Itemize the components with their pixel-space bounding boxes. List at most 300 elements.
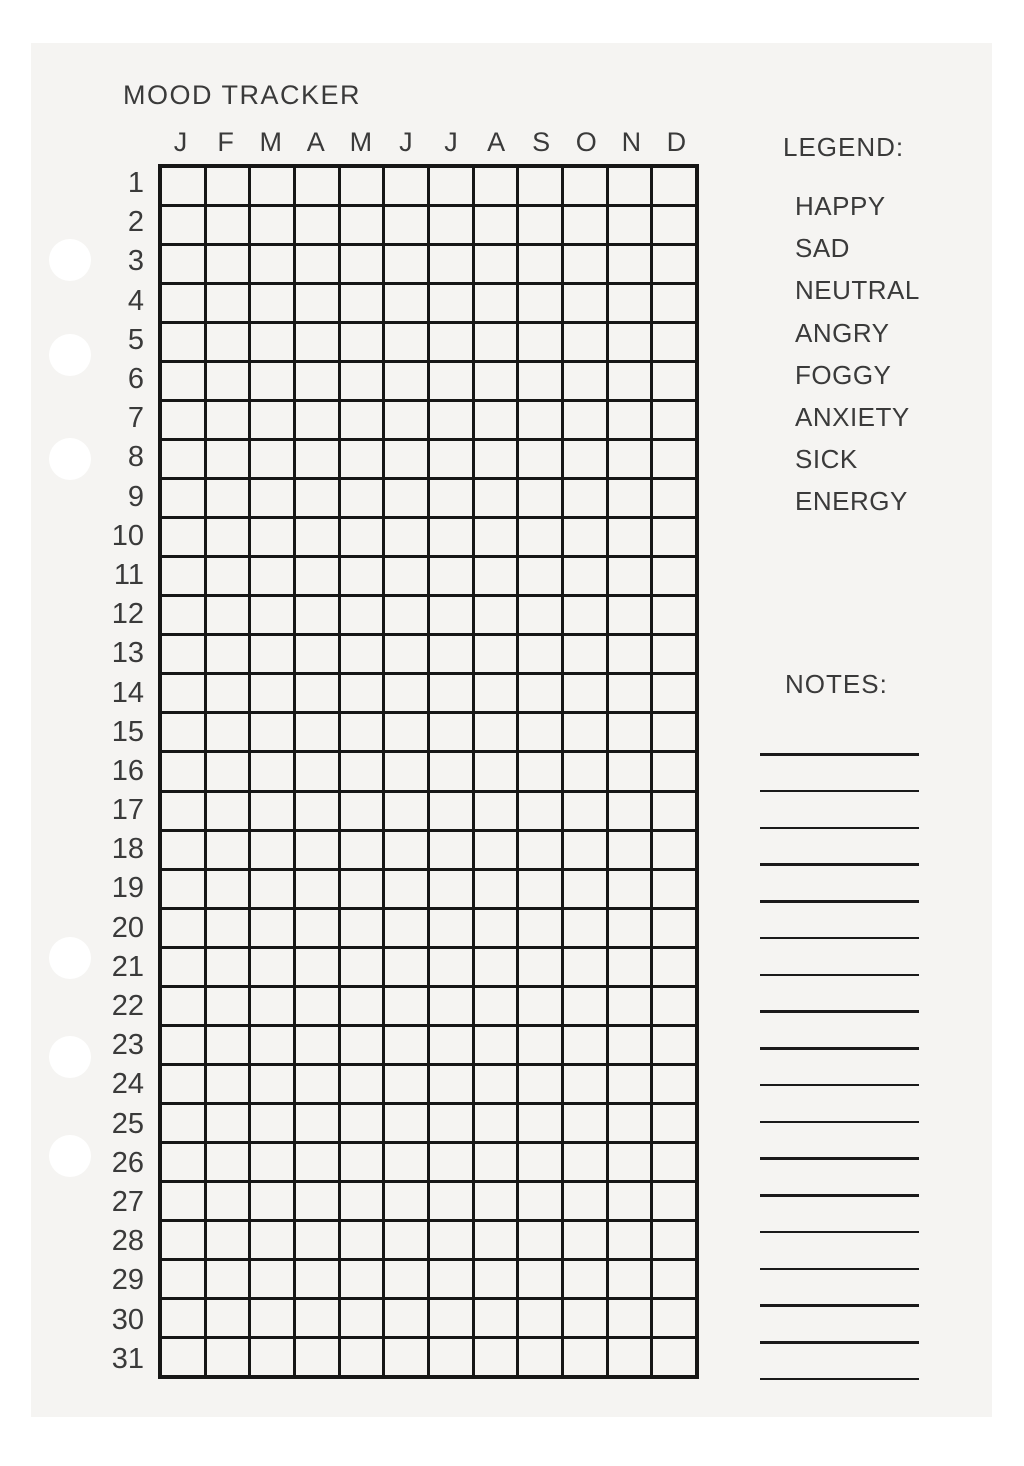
mood-cell[interactable] [296, 1222, 338, 1258]
mood-cell[interactable] [341, 363, 383, 399]
mood-cell[interactable] [519, 441, 561, 477]
mood-cell[interactable] [251, 675, 293, 711]
mood-cell[interactable] [564, 285, 606, 321]
mood-cell[interactable] [296, 519, 338, 555]
mood-cell[interactable] [564, 1300, 606, 1336]
mood-cell[interactable] [162, 480, 204, 516]
mood-cell[interactable] [385, 246, 427, 282]
mood-cell[interactable] [430, 519, 472, 555]
mood-cell[interactable] [430, 949, 472, 985]
mood-cell[interactable] [564, 1105, 606, 1141]
mood-cell[interactable] [296, 636, 338, 672]
mood-cell[interactable] [430, 402, 472, 438]
mood-cell[interactable] [162, 1339, 204, 1375]
mood-cell[interactable] [519, 1105, 561, 1141]
mood-cell[interactable] [475, 441, 517, 477]
mood-cell[interactable] [296, 1183, 338, 1219]
mood-cell[interactable] [162, 207, 204, 243]
mood-cell[interactable] [430, 246, 472, 282]
mood-cell[interactable] [385, 1027, 427, 1063]
mood-cell[interactable] [653, 1027, 695, 1063]
mood-cell[interactable] [430, 324, 472, 360]
mood-cell[interactable] [653, 1183, 695, 1219]
mood-cell[interactable] [162, 1300, 204, 1336]
mood-cell[interactable] [251, 207, 293, 243]
mood-cell[interactable] [519, 636, 561, 672]
mood-cell[interactable] [475, 1183, 517, 1219]
mood-cell[interactable] [475, 207, 517, 243]
mood-cell[interactable] [162, 285, 204, 321]
mood-cell[interactable] [385, 1339, 427, 1375]
mood-cell[interactable] [296, 832, 338, 868]
note-line[interactable] [760, 1378, 919, 1381]
mood-cell[interactable] [609, 871, 651, 907]
mood-cell[interactable] [475, 597, 517, 633]
mood-cell[interactable] [609, 480, 651, 516]
mood-cell[interactable] [653, 285, 695, 321]
mood-cell[interactable] [430, 1144, 472, 1180]
mood-cell[interactable] [430, 793, 472, 829]
mood-cell[interactable] [564, 1066, 606, 1102]
mood-cell[interactable] [609, 988, 651, 1024]
mood-cell[interactable] [430, 168, 472, 204]
mood-cell[interactable] [430, 1300, 472, 1336]
mood-cell[interactable] [341, 1183, 383, 1219]
mood-cell[interactable] [609, 1339, 651, 1375]
mood-cell[interactable] [385, 1261, 427, 1297]
mood-cell[interactable] [296, 714, 338, 750]
mood-cell[interactable] [475, 1261, 517, 1297]
mood-cell[interactable] [341, 558, 383, 594]
mood-cell[interactable] [207, 1105, 249, 1141]
mood-cell[interactable] [162, 675, 204, 711]
mood-cell[interactable] [296, 480, 338, 516]
note-line[interactable] [760, 1047, 919, 1050]
mood-cell[interactable] [162, 324, 204, 360]
mood-cell[interactable] [341, 1105, 383, 1141]
mood-cell[interactable] [207, 597, 249, 633]
mood-cell[interactable] [653, 246, 695, 282]
mood-cell[interactable] [519, 519, 561, 555]
mood-cell[interactable] [519, 1339, 561, 1375]
mood-cell[interactable] [207, 636, 249, 672]
mood-cell[interactable] [296, 1066, 338, 1102]
mood-cell[interactable] [519, 1222, 561, 1258]
note-line[interactable] [760, 1121, 919, 1124]
mood-cell[interactable] [475, 1300, 517, 1336]
mood-cell[interactable] [162, 1105, 204, 1141]
mood-cell[interactable] [296, 246, 338, 282]
mood-cell[interactable] [251, 949, 293, 985]
mood-cell[interactable] [519, 949, 561, 985]
note-line[interactable] [760, 900, 919, 903]
mood-cell[interactable] [609, 1144, 651, 1180]
mood-cell[interactable] [519, 753, 561, 789]
mood-cell[interactable] [341, 1027, 383, 1063]
mood-cell[interactable] [385, 519, 427, 555]
mood-cell[interactable] [162, 988, 204, 1024]
mood-cell[interactable] [609, 949, 651, 985]
mood-cell[interactable] [162, 753, 204, 789]
mood-cell[interactable] [609, 558, 651, 594]
mood-cell[interactable] [653, 402, 695, 438]
mood-cell[interactable] [251, 793, 293, 829]
mood-cell[interactable] [296, 1261, 338, 1297]
mood-cell[interactable] [430, 675, 472, 711]
mood-cell[interactable] [162, 832, 204, 868]
mood-cell[interactable] [341, 168, 383, 204]
mood-cell[interactable] [475, 285, 517, 321]
mood-cell[interactable] [475, 832, 517, 868]
mood-cell[interactable] [564, 558, 606, 594]
mood-cell[interactable] [564, 480, 606, 516]
mood-cell[interactable] [653, 597, 695, 633]
mood-cell[interactable] [251, 910, 293, 946]
mood-cell[interactable] [296, 402, 338, 438]
note-line[interactable] [760, 1341, 919, 1344]
mood-cell[interactable] [341, 480, 383, 516]
mood-cell[interactable] [341, 207, 383, 243]
mood-cell[interactable] [207, 793, 249, 829]
mood-cell[interactable] [564, 597, 606, 633]
mood-cell[interactable] [609, 675, 651, 711]
mood-cell[interactable] [519, 1066, 561, 1102]
mood-cell[interactable] [475, 910, 517, 946]
mood-cell[interactable] [475, 324, 517, 360]
note-line[interactable] [760, 1268, 919, 1271]
mood-cell[interactable] [430, 480, 472, 516]
mood-cell[interactable] [385, 1300, 427, 1336]
mood-cell[interactable] [207, 1339, 249, 1375]
mood-cell[interactable] [564, 1222, 606, 1258]
mood-cell[interactable] [385, 1105, 427, 1141]
mood-cell[interactable] [653, 988, 695, 1024]
mood-cell[interactable] [564, 1261, 606, 1297]
mood-cell[interactable] [296, 949, 338, 985]
mood-cell[interactable] [341, 988, 383, 1024]
mood-cell[interactable] [564, 1183, 606, 1219]
mood-cell[interactable] [341, 910, 383, 946]
mood-cell[interactable] [207, 1027, 249, 1063]
mood-cell[interactable] [430, 558, 472, 594]
mood-cell[interactable] [251, 1066, 293, 1102]
mood-cell[interactable] [609, 402, 651, 438]
mood-cell[interactable] [385, 1144, 427, 1180]
mood-cell[interactable] [609, 1300, 651, 1336]
mood-cell[interactable] [341, 675, 383, 711]
mood-cell[interactable] [341, 714, 383, 750]
mood-cell[interactable] [430, 988, 472, 1024]
mood-cell[interactable] [609, 1222, 651, 1258]
mood-cell[interactable] [341, 753, 383, 789]
mood-cell[interactable] [296, 753, 338, 789]
mood-cell[interactable] [207, 402, 249, 438]
note-line[interactable] [760, 863, 919, 866]
mood-cell[interactable] [385, 597, 427, 633]
mood-cell[interactable] [385, 207, 427, 243]
mood-cell[interactable] [341, 1222, 383, 1258]
note-line[interactable] [760, 1194, 919, 1197]
mood-cell[interactable] [609, 285, 651, 321]
mood-cell[interactable] [385, 402, 427, 438]
mood-cell[interactable] [251, 597, 293, 633]
mood-cell[interactable] [162, 1261, 204, 1297]
mood-cell[interactable] [296, 1339, 338, 1375]
mood-cell[interactable] [385, 636, 427, 672]
mood-cell[interactable] [162, 363, 204, 399]
mood-cell[interactable] [251, 519, 293, 555]
mood-cell[interactable] [341, 519, 383, 555]
mood-cell[interactable] [251, 1027, 293, 1063]
mood-cell[interactable] [341, 402, 383, 438]
mood-cell[interactable] [296, 207, 338, 243]
mood-cell[interactable] [385, 1183, 427, 1219]
mood-cell[interactable] [475, 558, 517, 594]
mood-cell[interactable] [653, 1300, 695, 1336]
mood-cell[interactable] [296, 597, 338, 633]
mood-cell[interactable] [430, 441, 472, 477]
mood-cell[interactable] [341, 1339, 383, 1375]
mood-cell[interactable] [653, 1222, 695, 1258]
mood-cell[interactable] [296, 871, 338, 907]
mood-cell[interactable] [430, 871, 472, 907]
mood-cell[interactable] [430, 207, 472, 243]
mood-cell[interactable] [296, 285, 338, 321]
mood-cell[interactable] [609, 363, 651, 399]
mood-cell[interactable] [519, 988, 561, 1024]
mood-cell[interactable] [430, 1105, 472, 1141]
mood-cell[interactable] [609, 441, 651, 477]
mood-cell[interactable] [609, 324, 651, 360]
mood-cell[interactable] [385, 832, 427, 868]
mood-cell[interactable] [341, 1066, 383, 1102]
mood-cell[interactable] [609, 1105, 651, 1141]
mood-cell[interactable] [296, 168, 338, 204]
note-line[interactable] [760, 753, 919, 756]
mood-cell[interactable] [251, 636, 293, 672]
mood-cell[interactable] [207, 558, 249, 594]
mood-cell[interactable] [653, 753, 695, 789]
mood-cell[interactable] [162, 519, 204, 555]
mood-cell[interactable] [385, 1066, 427, 1102]
mood-cell[interactable] [207, 1222, 249, 1258]
mood-cell[interactable] [564, 1144, 606, 1180]
mood-cell[interactable] [385, 363, 427, 399]
mood-cell[interactable] [475, 168, 517, 204]
mood-cell[interactable] [207, 441, 249, 477]
mood-cell[interactable] [430, 910, 472, 946]
mood-cell[interactable] [385, 324, 427, 360]
mood-cell[interactable] [162, 1222, 204, 1258]
mood-cell[interactable] [519, 558, 561, 594]
mood-cell[interactable] [653, 1105, 695, 1141]
mood-cell[interactable] [341, 871, 383, 907]
mood-cell[interactable] [162, 1027, 204, 1063]
mood-cell[interactable] [609, 597, 651, 633]
mood-cell[interactable] [519, 1027, 561, 1063]
mood-cell[interactable] [207, 246, 249, 282]
mood-cell[interactable] [653, 558, 695, 594]
mood-cell[interactable] [251, 988, 293, 1024]
note-line[interactable] [760, 1084, 919, 1087]
mood-cell[interactable] [251, 871, 293, 907]
mood-cell[interactable] [251, 1144, 293, 1180]
mood-cell[interactable] [385, 285, 427, 321]
mood-cell[interactable] [609, 207, 651, 243]
mood-cell[interactable] [430, 636, 472, 672]
mood-cell[interactable] [296, 1300, 338, 1336]
mood-cell[interactable] [251, 1339, 293, 1375]
mood-cell[interactable] [564, 1339, 606, 1375]
mood-cell[interactable] [519, 324, 561, 360]
mood-cell[interactable] [519, 480, 561, 516]
mood-cell[interactable] [162, 402, 204, 438]
mood-cell[interactable] [653, 832, 695, 868]
mood-cell[interactable] [162, 949, 204, 985]
mood-cell[interactable] [341, 1261, 383, 1297]
mood-cell[interactable] [430, 1222, 472, 1258]
mood-cell[interactable] [341, 949, 383, 985]
mood-cell[interactable] [162, 168, 204, 204]
mood-cell[interactable] [519, 246, 561, 282]
mood-cell[interactable] [162, 714, 204, 750]
mood-cell[interactable] [385, 480, 427, 516]
mood-cell[interactable] [251, 324, 293, 360]
mood-cell[interactable] [564, 793, 606, 829]
mood-cell[interactable] [519, 832, 561, 868]
mood-cell[interactable] [475, 519, 517, 555]
mood-cell[interactable] [385, 988, 427, 1024]
mood-cell[interactable] [653, 168, 695, 204]
mood-cell[interactable] [564, 675, 606, 711]
mood-cell[interactable] [653, 1261, 695, 1297]
mood-cell[interactable] [385, 910, 427, 946]
mood-cell[interactable] [207, 910, 249, 946]
mood-cell[interactable] [251, 285, 293, 321]
mood-cell[interactable] [251, 168, 293, 204]
mood-cell[interactable] [251, 441, 293, 477]
mood-cell[interactable] [251, 1300, 293, 1336]
mood-cell[interactable] [519, 793, 561, 829]
mood-cell[interactable] [653, 480, 695, 516]
mood-cell[interactable] [609, 1261, 651, 1297]
mood-cell[interactable] [519, 363, 561, 399]
mood-cell[interactable] [162, 910, 204, 946]
mood-cell[interactable] [609, 714, 651, 750]
mood-cell[interactable] [207, 988, 249, 1024]
mood-cell[interactable] [653, 1339, 695, 1375]
mood-cell[interactable] [653, 636, 695, 672]
mood-cell[interactable] [475, 1339, 517, 1375]
mood-cell[interactable] [207, 1066, 249, 1102]
mood-cell[interactable] [341, 324, 383, 360]
mood-cell[interactable] [609, 1183, 651, 1219]
mood-cell[interactable] [385, 441, 427, 477]
mood-cell[interactable] [430, 1027, 472, 1063]
mood-cell[interactable] [475, 793, 517, 829]
mood-cell[interactable] [251, 480, 293, 516]
mood-cell[interactable] [653, 910, 695, 946]
mood-cell[interactable] [207, 519, 249, 555]
note-line[interactable] [760, 827, 919, 830]
mood-cell[interactable] [430, 1183, 472, 1219]
mood-cell[interactable] [251, 714, 293, 750]
mood-cell[interactable] [475, 988, 517, 1024]
note-line[interactable] [760, 937, 919, 940]
mood-cell[interactable] [519, 597, 561, 633]
mood-cell[interactable] [475, 246, 517, 282]
mood-cell[interactable] [519, 1261, 561, 1297]
mood-cell[interactable] [475, 675, 517, 711]
mood-cell[interactable] [251, 1105, 293, 1141]
mood-cell[interactable] [430, 597, 472, 633]
mood-cell[interactable] [475, 1066, 517, 1102]
mood-cell[interactable] [609, 636, 651, 672]
mood-cell[interactable] [564, 988, 606, 1024]
mood-cell[interactable] [430, 832, 472, 868]
mood-cell[interactable] [207, 753, 249, 789]
mood-cell[interactable] [519, 675, 561, 711]
mood-cell[interactable] [564, 363, 606, 399]
mood-cell[interactable] [162, 636, 204, 672]
mood-cell[interactable] [296, 910, 338, 946]
mood-cell[interactable] [162, 793, 204, 829]
mood-cell[interactable] [475, 714, 517, 750]
mood-cell[interactable] [162, 246, 204, 282]
mood-cell[interactable] [385, 558, 427, 594]
mood-cell[interactable] [296, 1027, 338, 1063]
mood-cell[interactable] [341, 793, 383, 829]
mood-cell[interactable] [519, 1144, 561, 1180]
mood-cell[interactable] [296, 793, 338, 829]
mood-cell[interactable] [207, 285, 249, 321]
mood-cell[interactable] [609, 832, 651, 868]
mood-cell[interactable] [564, 714, 606, 750]
mood-cell[interactable] [430, 285, 472, 321]
mood-cell[interactable] [341, 597, 383, 633]
mood-cell[interactable] [207, 480, 249, 516]
mood-cell[interactable] [385, 753, 427, 789]
mood-cell[interactable] [609, 753, 651, 789]
mood-cell[interactable] [207, 871, 249, 907]
mood-cell[interactable] [385, 1222, 427, 1258]
mood-cell[interactable] [296, 363, 338, 399]
mood-cell[interactable] [430, 714, 472, 750]
mood-cell[interactable] [207, 207, 249, 243]
mood-cell[interactable] [207, 1183, 249, 1219]
mood-cell[interactable] [296, 558, 338, 594]
mood-cell[interactable] [251, 363, 293, 399]
mood-cell[interactable] [564, 207, 606, 243]
mood-cell[interactable] [609, 910, 651, 946]
mood-cell[interactable] [564, 636, 606, 672]
mood-cell[interactable] [475, 1105, 517, 1141]
mood-cell[interactable] [341, 1300, 383, 1336]
mood-cell[interactable] [519, 714, 561, 750]
note-line[interactable] [760, 790, 919, 793]
mood-cell[interactable] [385, 168, 427, 204]
mood-cell[interactable] [653, 793, 695, 829]
mood-cell[interactable] [609, 793, 651, 829]
mood-cell[interactable] [385, 871, 427, 907]
mood-cell[interactable] [341, 441, 383, 477]
mood-cell[interactable] [475, 753, 517, 789]
mood-cell[interactable] [475, 636, 517, 672]
mood-cell[interactable] [162, 441, 204, 477]
mood-cell[interactable] [564, 832, 606, 868]
mood-cell[interactable] [296, 324, 338, 360]
mood-cell[interactable] [296, 1144, 338, 1180]
